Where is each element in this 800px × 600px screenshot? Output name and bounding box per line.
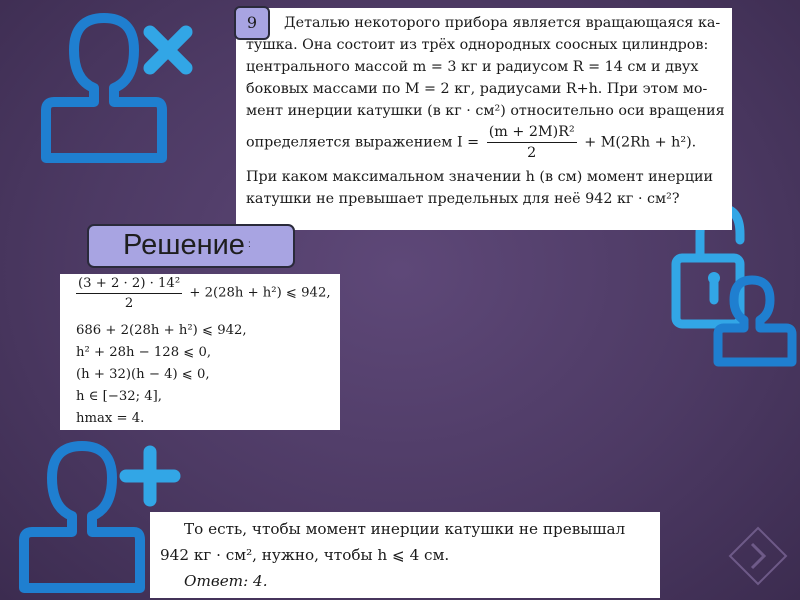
solution-denominator: 2 — [124, 296, 134, 311]
answer-line: То есть, чтобы момент инерции катушки не превышал — [184, 520, 626, 538]
formula-numerator: (m + 2M)R² — [487, 122, 577, 143]
solution-step — [76, 274, 331, 320]
problem-number-badge: 9 — [234, 6, 270, 40]
problem-text — [246, 12, 726, 210]
solution-label-colon: : — [247, 239, 251, 250]
next-arrow-icon[interactable] — [724, 522, 792, 590]
answer-final: Ответ: 4. — [184, 572, 268, 590]
formula-suffix: + M(2Rh + h²). — [584, 134, 697, 151]
solution-step: hmax = 4. — [76, 411, 145, 426]
user-remove-icon — [40, 10, 200, 170]
problem-formula-line — [246, 122, 726, 166]
answer-card — [150, 512, 660, 598]
answer-line: 942 кг · см², нужно, чтобы h ⩽ 4 см. — [160, 546, 450, 564]
problem-line: Деталью некоторого прибора является вращающаяся ка- — [284, 15, 721, 31]
solution-step: h ∈ [−32; 4], — [76, 389, 162, 404]
formula-prefix: определяется выражением I = — [246, 134, 480, 151]
problem-line: катушки не превышает предельных для неё 942 кг · см²? — [246, 191, 680, 207]
answer-text — [160, 516, 625, 594]
formula-fraction — [487, 122, 577, 163]
solution-step: h² + 28h − 128 ⩽ 0, — [76, 345, 212, 360]
solution-step: 686 + 2(28h + h²) ⩽ 942, — [76, 323, 247, 338]
solution-label-text: Решение — [123, 229, 245, 261]
problem-line: центрального массой m = 3 кг и радиусом R = 14 см и двух — [246, 59, 699, 75]
solution-step: (h + 32)(h − 4) ⩽ 0, — [76, 367, 210, 382]
problem-line: мент инерции катушки (в кг · см²) относительно оси вращения — [246, 103, 725, 119]
problem-line: При каком максимальном значении h (в см) момент инерции — [246, 169, 714, 185]
solution-fraction — [76, 274, 182, 313]
formula-denominator: 2 — [527, 145, 537, 161]
solution-label — [87, 224, 295, 268]
solution-numerator: (3 + 2 · 2) · 14² — [76, 274, 182, 294]
problem-line: боковых массами по M = 2 кг, радиусами R+h. При этом мо- — [246, 81, 708, 97]
problem-line: тушка. Она состоит из трёх однородных соосных цилиндров: — [246, 37, 709, 53]
solution-step-suffix: + 2(28h + h²) ⩽ 942, — [189, 285, 331, 301]
solution-steps — [76, 274, 331, 430]
solution-card — [60, 274, 340, 430]
problem-card — [236, 8, 732, 230]
